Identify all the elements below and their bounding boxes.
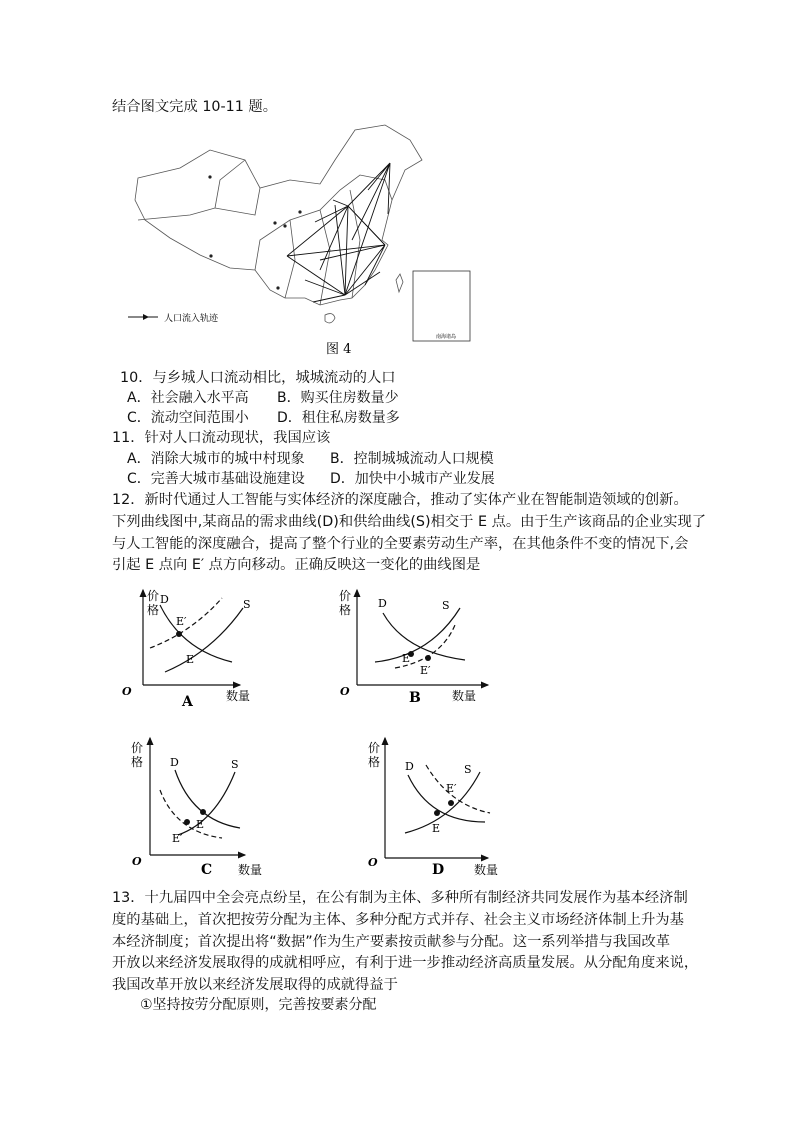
q11-option-b[interactable]: B．控制城城流动人口规模 (330, 451, 494, 467)
graph-label: 格 (339, 603, 352, 617)
graph-d-option-label: D (432, 862, 445, 878)
graph-b[interactable] (339, 589, 488, 706)
graph-label: 格 (368, 755, 381, 769)
graph-label: O (340, 685, 350, 698)
equilibrium-point (200, 809, 206, 815)
q10-option-c[interactable]: C．流动空间范围小 (127, 410, 249, 426)
q10-option-d[interactable]: D．租住私房数量多 (277, 410, 400, 426)
graph-label: 格 (131, 755, 144, 769)
intro-text: 结合图文完成 10-11 题。 (112, 99, 278, 115)
q11-option-d[interactable]: D．加快中小城市产业发展 (330, 471, 495, 487)
q12-line-2: 下列曲线图中,某商品的需求曲线(D)和供给曲线(S)相交于 E 点。由于生产该商品的企业实现了 (112, 514, 707, 530)
graph-label: 价 (131, 741, 144, 755)
graph-label: E (186, 653, 195, 666)
graph-label: E′ (176, 615, 187, 628)
demand-curve (175, 770, 240, 828)
q10-stem: 10．与乡城人口流动相比，城城流动的人口 (120, 370, 396, 386)
q11-option-c[interactable]: C．完善大城市基础设施建设 (127, 471, 305, 487)
q11-stem: 11．针对人口流动现状，我国应该 (112, 430, 331, 446)
demand-curve (383, 613, 465, 660)
figure-caption: 图 4 (326, 342, 352, 357)
graph-c-option-label: C (201, 862, 213, 878)
q12-line-3: 与人工智能的深度融合，提高了整个行业的全要素劳动生产率，在其他条件不变的情况下,会 (112, 536, 689, 552)
graph-label: D (160, 593, 169, 606)
q10-option-b[interactable]: B．购买住房数量少 (277, 390, 399, 406)
graph-label: O (122, 685, 132, 698)
graph-b-option-label: B (409, 690, 421, 706)
graph-label: D (378, 597, 387, 610)
graph-label: S (442, 599, 450, 612)
equilibrium-point (448, 800, 454, 806)
graph-a[interactable] (122, 589, 251, 710)
equilibrium-point (184, 819, 190, 825)
graph-label: D (405, 760, 414, 773)
q10-option-a[interactable]: A．社会融入水平高 (127, 390, 249, 406)
graph-label: S (464, 763, 472, 776)
shifted-demand-curve (426, 765, 490, 813)
q13-line-3: 本经济制度；首次提出将“数据”作为生产要素按贡献参与分配。这一系列举措与我国改革 (112, 934, 671, 950)
legend-label: 人口流入轨迹 (164, 314, 219, 324)
graph-label: E (432, 822, 441, 835)
graph-c[interactable] (131, 738, 262, 878)
q13-item-1: ①坚持按劳分配原则，完善按要素分配 (140, 997, 377, 1013)
graph-label: 格 (147, 603, 160, 617)
graph-label: O (368, 856, 378, 869)
q12-line-4: 引起 E 点向 E′ 点方向移动。正确反映这一变化的曲线图是 (112, 557, 481, 573)
q13-line-4: 开放以来经济发展取得的成就相呼应，有利于进一步推动经济高质量发展。从分配角度来说， (112, 955, 699, 971)
graph-label: 数量 (474, 863, 499, 877)
supply-curve (405, 772, 480, 833)
graph-label: 价 (368, 741, 381, 755)
graph-a-option-label: A (182, 694, 193, 710)
graph-label: 数量 (452, 689, 477, 703)
q13-line-1: 13．十九届四中全会亮点纷呈，在公有制为主体、多种所有制经济共同发展作为基本经济制 (112, 890, 688, 906)
equilibrium-point (425, 655, 431, 661)
equilibrium-point (434, 810, 440, 816)
graph-label: E (196, 818, 205, 831)
supply-curve (375, 608, 460, 662)
graph-label: O (132, 855, 142, 868)
graph-label: 价 (339, 589, 352, 603)
graph-label: S (231, 758, 239, 771)
graph-label: E (402, 652, 411, 665)
q11-option-a[interactable]: A．消除大城市的城中村现象 (127, 451, 305, 467)
graph-label: 数量 (226, 689, 251, 703)
q12-line-1: 12．新时代通过人工智能与实体经济的深度融合，推动了实体产业在智能制造领域的创新。 (112, 492, 688, 508)
graph-label: S (243, 598, 251, 611)
graph-label: E′ (420, 664, 431, 677)
graph-label: 数量 (238, 863, 263, 877)
graph-label: E′ (446, 782, 457, 795)
graph-label: 价 (147, 589, 160, 603)
graph-label: D (170, 756, 179, 769)
equilibrium-point (176, 631, 182, 637)
graph-label: E′ (172, 832, 183, 845)
shifted-demand-curve (160, 790, 222, 838)
graph-d[interactable] (368, 738, 498, 878)
q13-line-2: 度的基础上，首次把按劳分配为主体、多种分配方式并存、社会主义市场经济体制上升为基 (112, 912, 684, 928)
q13-line-5: 我国改革开放以来经济发展取得的成就得益于 (112, 977, 398, 993)
inset-label: 南海诸岛 (435, 334, 457, 340)
